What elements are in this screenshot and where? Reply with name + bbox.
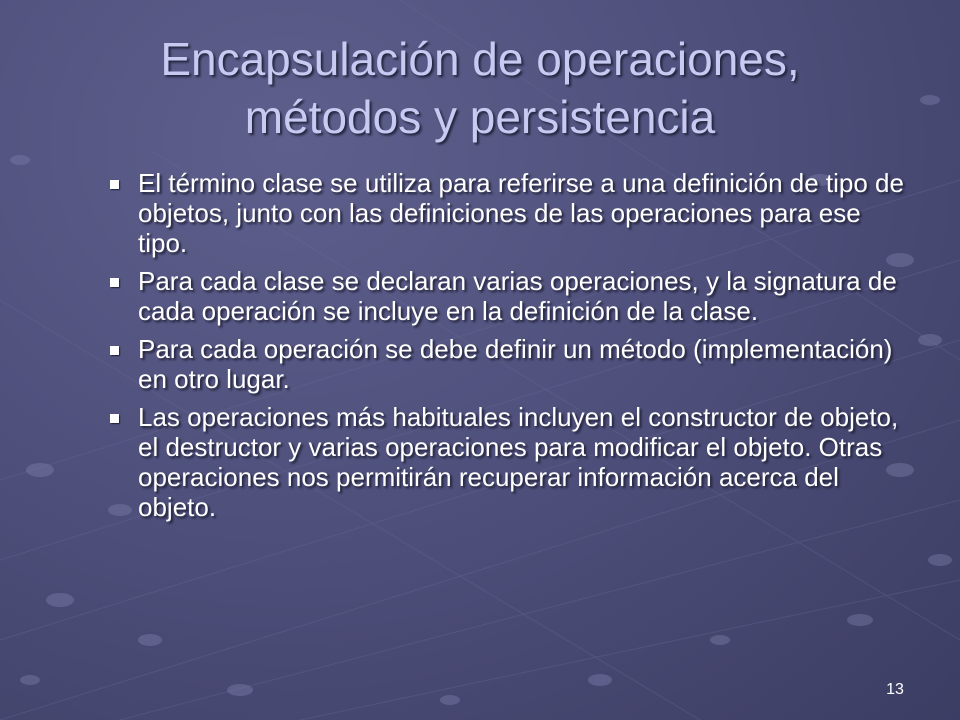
bullet-item [108,402,908,522]
square-bullet-icon [110,180,119,189]
bullet-text: Las operaciones más habituales incluyen el constructor de objeto, el destructor y varias operaciones para modificar el objeto. Otras operaciones nos permitirán recuperar información acerca del objeto. [138,402,899,522]
bullet-item [108,168,908,258]
square-bullet-icon [110,278,119,287]
bullet-list [108,168,908,530]
square-bullet-icon [110,346,119,355]
slide-title [40,30,920,146]
slide-title-line-1: Encapsulación de operaciones, [160,33,800,85]
slide-title-line-2: métodos y persistencia [244,91,716,143]
bullet-item [108,334,908,394]
bullet-text: Para cada operación se debe definir un método (implementación) en otro lugar. [138,334,893,394]
bullet-item [108,266,908,326]
square-bullet-icon [110,414,119,423]
bullet-text: Para cada clase se declaran varias operaciones, y la signatura de cada operación se incluye en la definición de la clase. [138,266,897,326]
slide-number: 13 [886,681,904,698]
bullet-text: El término clase se utiliza para referirse a una definición de tipo de objetos, junto con las definiciones de las operaciones para ese tipo. [138,168,904,258]
